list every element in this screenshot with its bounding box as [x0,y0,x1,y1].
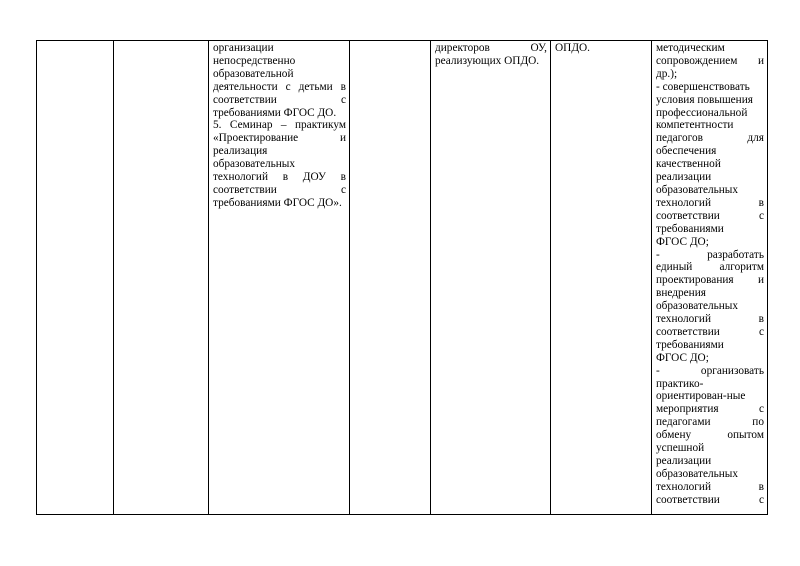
cell-line: технологий в [656,313,764,326]
cell-line: «Проектирование и [213,132,346,145]
cell-line: образовательных [213,158,296,171]
cell-line: профессиональной [656,106,748,119]
cell-line: реализации [656,455,712,467]
cell-line: практико- [656,377,704,390]
cell-line: успешной [656,442,705,455]
cell-line: образовательных [656,467,739,480]
cell-line: единый алгоритм [656,261,764,274]
table-cell-col1 [37,41,114,515]
cell-line: соответствии с [656,209,764,222]
cell-line: организации [213,42,274,54]
cell-line: требованиями ФГОС ДО». [213,196,342,209]
cell-line: педагогов для [656,132,764,145]
cell-line: сопровождением и [656,54,764,67]
cell-line: соответствии с [656,493,764,506]
cell-line: компетентности [656,119,734,132]
cell-line: директоров ОУ, [435,42,547,54]
cell-line: реализующих ОПДО. [435,54,540,67]
cell-line: образовательных [656,183,739,196]
cell-line: соответствии с [213,183,346,196]
cell-line: технологий в [656,196,764,209]
cell-line: реализация [213,145,268,158]
cell-line: образовательных [656,300,739,313]
cell-line: обмену опытом [656,429,764,442]
cell-line: - совершенствовать [656,80,750,93]
cell-line: - разработать [656,248,764,261]
cell-line: методическим [656,42,725,54]
plan-table [36,40,768,515]
cell-line: соответствии с [213,93,346,106]
cell-line: мероприятия с [656,403,764,416]
cell-line: требованиями ФГОС ДО. [213,106,337,119]
cell-line: реализации [656,171,712,184]
table-cell-col2 [114,41,209,515]
cell-line: соответствии с [656,325,764,338]
cell-line: ориентирован-ные [656,390,746,403]
cell-line: проектирования и [656,274,764,287]
cell-line: технологий в [656,480,764,493]
cell-line: 5. Семинар – практикум [213,119,346,132]
cell-line: др.); [656,67,678,80]
cell-line: обеспечения [656,145,717,158]
cell-line: образовательной [213,67,294,80]
cell-line: условия повышения [656,93,753,106]
cell-line: ОПДО. [555,42,591,54]
table-cell-goals [652,41,768,515]
cell-line: деятельности с детьми в [213,80,346,93]
cell-line: требованиями [656,338,724,351]
table-cell-activities [209,41,350,515]
table-cell-responsible [551,41,652,515]
cell-line: внедрения [656,287,706,300]
cell-line: качественной [656,158,721,171]
table-cell-participants [431,41,551,515]
table-row [37,41,768,515]
cell-line: ФГОС ДО; [656,351,709,364]
cell-line: непосредственно [213,54,296,67]
cell-line: требованиями [656,222,724,235]
cell-line: - организовать [656,364,764,377]
cell-line: ФГОС ДО; [656,235,709,248]
table-cell-col4 [350,41,431,515]
cell-line: педагогами по [656,416,764,429]
cell-line: технологий в ДОУ в [213,171,346,184]
